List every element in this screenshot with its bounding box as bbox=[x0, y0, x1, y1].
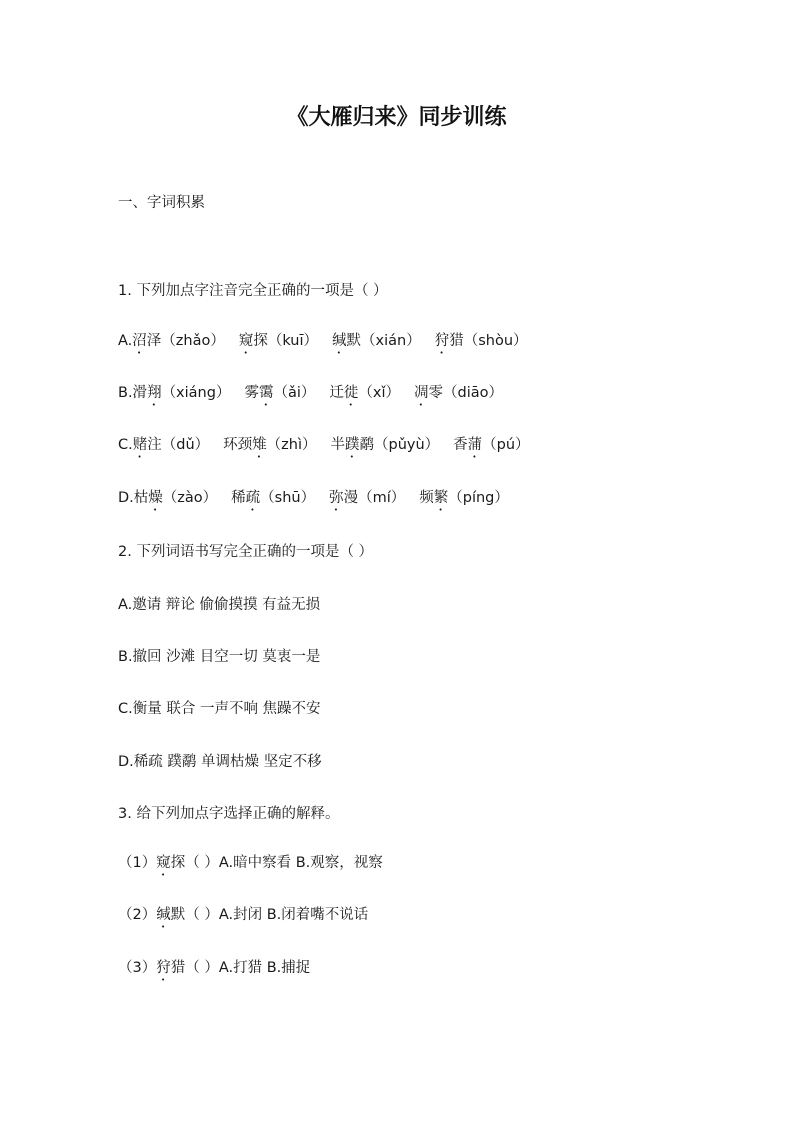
question-3-stem: 3. 给下列加点字选择正确的解释。 bbox=[118, 806, 340, 822]
pinyin-word bbox=[223, 437, 316, 453]
word-rest: 零（diāo） bbox=[428, 385, 503, 401]
word-prefix: 环颈 bbox=[223, 437, 253, 453]
pinyin-word bbox=[231, 490, 315, 506]
word-rest: 注（dǔ） bbox=[147, 437, 210, 453]
word-rest: （xǐ） bbox=[358, 385, 400, 401]
dotted-char: 蹼 bbox=[344, 437, 360, 453]
word-rest: （shū） bbox=[260, 490, 316, 506]
item-text: 探（ ）A.暗中察看 B.观察，视察 bbox=[170, 855, 383, 871]
dotted-char: 繁 bbox=[433, 490, 449, 506]
word-prefix: 频 bbox=[419, 490, 434, 506]
word-rest: （ǎi） bbox=[273, 385, 316, 401]
word-rest: 泽（zhǎo） bbox=[146, 333, 225, 349]
word-prefix: C. bbox=[118, 437, 133, 453]
pinyin-word bbox=[118, 490, 217, 506]
dotted-char: 徙 bbox=[343, 385, 359, 401]
item-number: （2） bbox=[118, 907, 157, 923]
word-rest: 猎（shòu） bbox=[449, 333, 528, 349]
q2-option-d: D.稀疏 蹼鹬 单调枯燥 坚定不移 bbox=[118, 754, 322, 770]
pinyin-word bbox=[118, 333, 225, 349]
pinyin-word bbox=[118, 385, 230, 401]
word-rest: （pú） bbox=[482, 437, 530, 453]
pinyin-word bbox=[329, 490, 405, 506]
dotted-char: 弥 bbox=[329, 490, 344, 506]
pinyin-word bbox=[419, 490, 509, 506]
word-prefix: 香 bbox=[453, 437, 468, 453]
dotted-char: 燥 bbox=[148, 490, 163, 506]
dotted-char: 狩 bbox=[156, 960, 171, 976]
question-2-stem: 2. 下列词语书写完全正确的一项是（ ） bbox=[118, 544, 374, 560]
word-prefix: A. bbox=[118, 333, 133, 349]
word-prefix: 迁 bbox=[329, 385, 344, 401]
word-prefix: B.滑 bbox=[118, 385, 148, 401]
pinyin-word bbox=[435, 333, 528, 349]
item-number: （3） bbox=[118, 960, 157, 976]
dotted-char: 赌 bbox=[132, 437, 148, 453]
q1-option-b bbox=[118, 383, 517, 409]
pinyin-word bbox=[453, 437, 529, 453]
dotted-char: 沼 bbox=[132, 333, 147, 349]
dotted-char: 翔 bbox=[147, 385, 162, 401]
word-rest: 漫（mí） bbox=[343, 490, 406, 506]
dotted-char: 窥 bbox=[156, 855, 171, 871]
item-text: 默（ ）A.封闭 B.闭着嘴不说话 bbox=[170, 907, 369, 923]
dotted-char: 雉 bbox=[252, 437, 267, 453]
word-prefix: D.枯 bbox=[118, 490, 149, 506]
pinyin-word bbox=[244, 385, 315, 401]
pinyin-word bbox=[239, 333, 318, 349]
word-prefix: 半 bbox=[330, 437, 345, 453]
q1-option-d bbox=[118, 488, 523, 514]
dotted-char: 霭 bbox=[258, 385, 274, 401]
q1-option-a bbox=[118, 331, 542, 357]
word-rest: 鹬（pǔyù） bbox=[359, 437, 440, 453]
section-heading: 一、字词积累 bbox=[118, 195, 205, 211]
dotted-char: 窥 bbox=[238, 333, 254, 349]
q3-item bbox=[118, 905, 368, 931]
page-title: 《大雁归来》同步训练 bbox=[286, 105, 507, 130]
word-rest: 默（xián） bbox=[346, 333, 421, 349]
q1-option-c bbox=[118, 435, 544, 461]
q3-item bbox=[118, 958, 310, 984]
pinyin-word bbox=[414, 385, 503, 401]
item-text: 猎（ ）A.打猎 B.捕捉 bbox=[170, 960, 311, 976]
dotted-char: 狩 bbox=[434, 333, 450, 349]
word-rest: 探（kuī） bbox=[253, 333, 319, 349]
word-rest: （píng） bbox=[448, 490, 509, 506]
q2-option-c: C.衡量 联合 一声不响 焦躁不安 bbox=[118, 701, 321, 717]
pinyin-word bbox=[329, 385, 400, 401]
q3-item bbox=[118, 853, 383, 879]
dotted-char: 缄 bbox=[332, 333, 347, 349]
word-prefix: 稀 bbox=[231, 490, 246, 506]
dotted-char: 缄 bbox=[156, 907, 171, 923]
pinyin-word bbox=[330, 437, 439, 453]
word-rest: （zhì） bbox=[266, 437, 317, 453]
dotted-char: 疏 bbox=[245, 490, 261, 506]
item-number: （1） bbox=[118, 855, 157, 871]
pinyin-word bbox=[118, 437, 209, 453]
word-rest: （xiáng） bbox=[161, 385, 231, 401]
q2-option-a: A.邀请 辩论 偷偷摸摸 有益无损 bbox=[118, 597, 321, 613]
q2-option-b: B.撤回 沙滩 目空一切 莫衷一是 bbox=[118, 649, 321, 665]
question-1-stem: 1. 下列加点字注音完全正确的一项是（ ） bbox=[118, 283, 388, 299]
dotted-char: 凋 bbox=[414, 385, 429, 401]
word-prefix: 雾 bbox=[244, 385, 259, 401]
dotted-char: 蒲 bbox=[467, 437, 483, 453]
pinyin-word bbox=[332, 333, 421, 349]
word-rest: （zào） bbox=[162, 490, 218, 506]
